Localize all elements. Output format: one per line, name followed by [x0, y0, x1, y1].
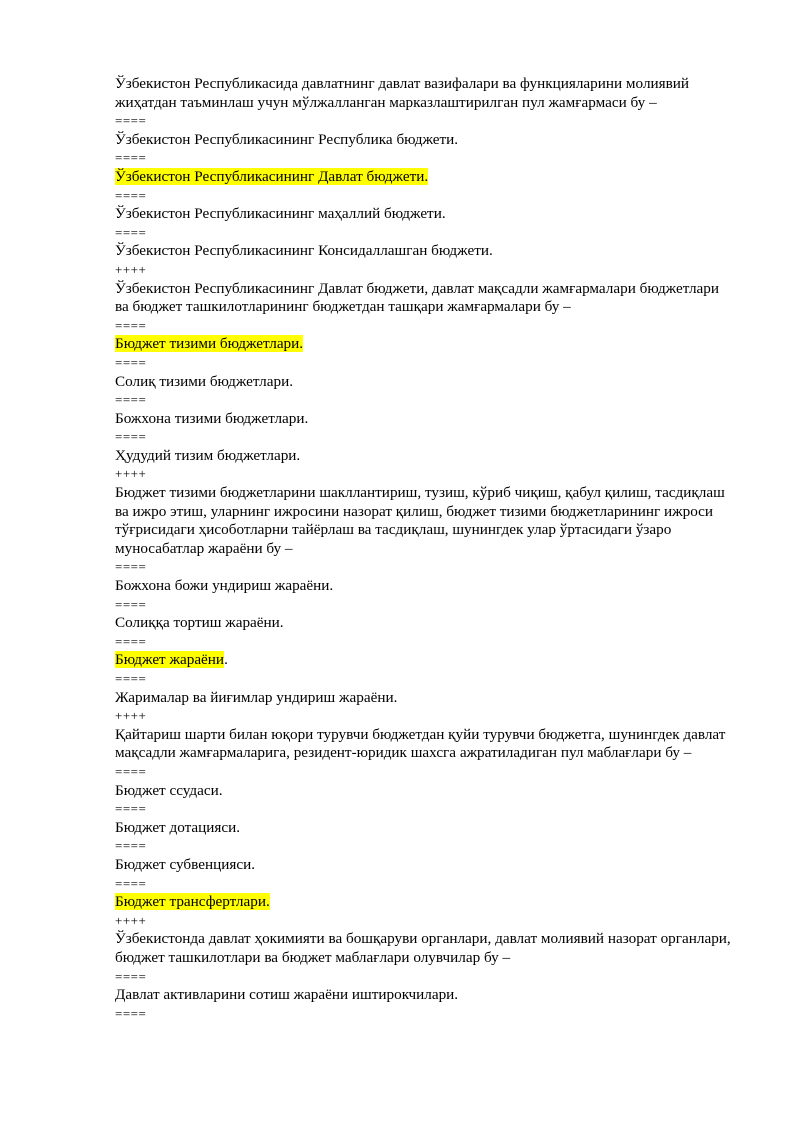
answer-separator: ==== — [115, 763, 147, 779]
question-separator: ++++ — [115, 708, 147, 724]
answer-separator: ==== — [115, 1005, 147, 1021]
correct-answer-line — [115, 893, 735, 912]
question-text: Қайтариш шарти билан юқори турувчи бюджетдан қуйи турувчи бюджетга, шунингдек давлат мақсадли жамғармаларига, резидент-юридик шахсга ажратиладиган пул маблағлари бу – — [115, 725, 726, 762]
question-text: Ўзбекистон Республикасининг Давлат бюджети, давлат мақсадли жамғармалари бюджетлари ва бюджет ташкилотларининг бюджетдан ташқари жамғармалари бу – — [115, 279, 720, 316]
correct-answer-highlight: Бюджет трансфертлари. — [115, 893, 270, 911]
answer-separator: ==== — [115, 838, 147, 854]
answer-separator: ==== — [115, 633, 147, 649]
answer-option: Жарималар ва йиғимлар ундириш жараёни. — [115, 688, 398, 706]
answer-separator: ==== — [115, 150, 147, 166]
answer-separator: ==== — [115, 187, 147, 203]
correct-answer-highlight: Ўзбекистон Республикасининг Давлат бюджети. — [115, 167, 429, 185]
answer-option: Божхона тизими бюджетлари. — [115, 409, 309, 427]
question-text: Ўзбекистонда давлат ҳокимияти ва бошқаруви органлари, давлат молиявий назорат органлари, бюджет ташкилотлари ва бюджет маблағлари олувчилар бу – — [115, 930, 731, 966]
answer-option: Давлат активларини сотиш жараёни иштирокчилари. — [115, 986, 459, 1004]
answer-option: Бюджет субвенцияси. — [115, 855, 256, 873]
answer-option: Солиқ тизими бюджетлари. — [115, 372, 293, 390]
answer-option: Бюджет дотацияси. — [115, 818, 241, 836]
answer-option: Бюджет ссудаси. — [115, 781, 223, 799]
answer-separator: ==== — [115, 392, 147, 408]
answer-separator: ==== — [115, 968, 147, 984]
correct-answer-highlight: Бюджет тизими бюджетлари. — [115, 335, 304, 353]
question-separator: ++++ — [115, 912, 147, 928]
answer-option: Ўзбекистон Республикасининг Республика бюджети. — [115, 130, 459, 148]
answer-trailing-text: . — [224, 651, 228, 669]
answer-separator: ==== — [115, 875, 147, 891]
correct-answer-line — [115, 651, 735, 670]
answer-separator: ==== — [115, 354, 147, 370]
correct-answer-line — [115, 168, 735, 187]
correct-answer-highlight: Бюджет жараёни — [115, 651, 225, 669]
answer-separator: ==== — [115, 429, 147, 445]
question-text: Ўзбекистон Республикасида давлатнинг давлат вазифалари ва функцияларини молиявий жиҳатдан таъминлаш учун мўлжалланган марказлаштирилган пул жамғармаси бу – — [115, 75, 690, 111]
answer-option: Солиққа тортиш жараёни. — [115, 614, 284, 632]
document-page — [115, 75, 735, 1023]
answer-separator: ==== — [115, 113, 147, 129]
answer-separator: ==== — [115, 596, 147, 612]
question-text: Бюджет тизими бюджетларини шакллантириш, тузиш, кўриб чиқиш, қабул қилиш, тасдиқлаш ва ижро этиш, уларнинг ижросини назорат қилиш, бюджет тизими бюджетларининг ижроси тўғрисидаги ҳисоботларни тайёрлаш ва тасдиқлаш, шунингдек улар ўртасидаги ўзаро муносабатлар жараёни бу – — [115, 484, 725, 557]
answer-separator: ==== — [115, 559, 147, 575]
answer-separator: ==== — [115, 224, 147, 240]
answer-option: Ўзбекистон Республикасининг Консидаллашган бюджети. — [115, 242, 493, 260]
answer-separator: ==== — [115, 801, 147, 817]
correct-answer-line — [115, 335, 735, 354]
answer-separator: ==== — [115, 317, 147, 333]
question-separator: ++++ — [115, 261, 147, 277]
question-separator: ++++ — [115, 466, 147, 482]
answer-option: Ҳудудий тизим бюджетлари. — [115, 446, 301, 464]
answer-option: Ўзбекистон Республикасининг маҳаллий бюджети. — [115, 205, 446, 223]
answer-separator: ==== — [115, 671, 147, 686]
answer-option: Божхона божи ундириш жараёни. — [115, 577, 334, 595]
